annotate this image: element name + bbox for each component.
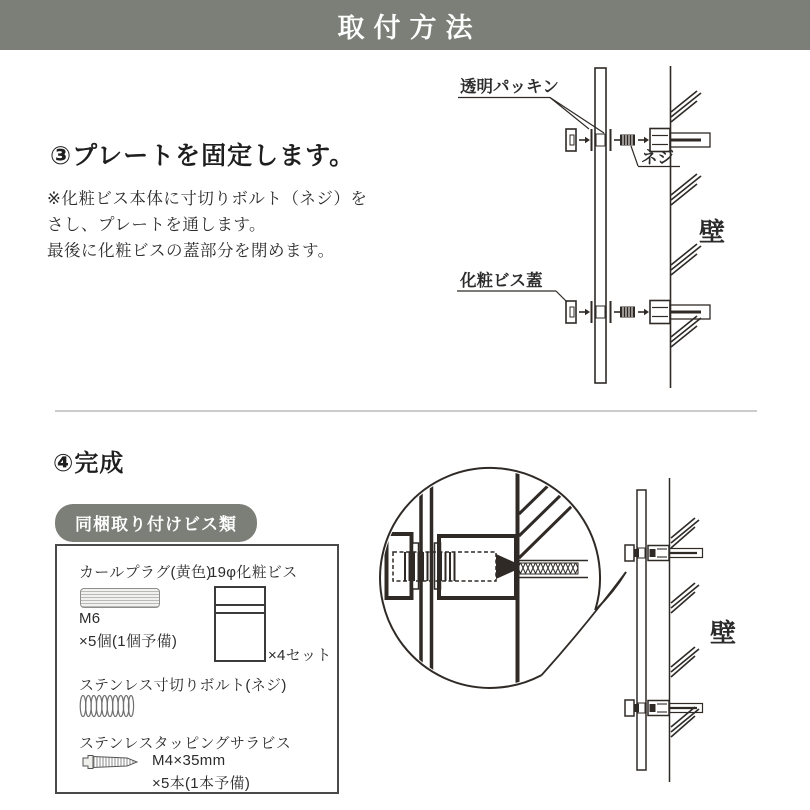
plate	[595, 68, 606, 383]
tapping-screw-icon	[81, 754, 139, 770]
screw-label: ネジ	[641, 149, 674, 167]
screw-shaft-in-wall	[518, 563, 578, 574]
section-divider	[55, 410, 757, 412]
part-name: ステンレス寸切りボルト(ネジ)	[79, 677, 287, 694]
wall-hatch	[671, 647, 699, 677]
packing-label: 透明パッキン	[460, 78, 559, 96]
page-title: 取付方法	[337, 12, 482, 43]
wall-and-plate	[637, 478, 670, 782]
parts-box	[55, 544, 339, 794]
wall-hatch	[671, 244, 701, 275]
wall-hatch	[671, 707, 699, 737]
part-name: ステンレスタッピングサラビス	[79, 735, 292, 752]
part-spec: M6	[79, 610, 101, 627]
included-screws-badge: 同梱取り付けビス類	[55, 504, 257, 542]
bolt-thread	[402, 552, 433, 581]
fastener-assembly-top	[566, 129, 710, 152]
step4-heading: ④完成	[53, 450, 125, 477]
part-qty: ×5本(1本予備)	[152, 775, 251, 792]
detail-callout-balloon	[368, 458, 630, 700]
wall-label-top: 壁	[699, 217, 726, 247]
wall-and-plate	[595, 66, 671, 388]
wall-hatch	[671, 518, 699, 548]
bolt-thread	[439, 552, 456, 581]
wall-hatch	[671, 174, 701, 205]
wall-hatch	[671, 316, 701, 347]
part-name: カールプラグ(黄色)	[79, 564, 212, 581]
header-bar	[0, 0, 810, 50]
step3-body-line1: ※化粧ビス本体に寸切りボルト（ネジ）を	[47, 190, 368, 208]
step3-body-line3: 最後に化粧ビスの蓋部分を閉めます。	[47, 242, 335, 260]
decorative-screw-capline	[216, 604, 264, 614]
decorative-screw-icon	[214, 586, 266, 662]
step3-body-line2: さし、プレートを通します。	[47, 216, 267, 234]
plate	[637, 490, 646, 770]
wall-hatch	[671, 91, 701, 122]
wall-label-bottom: 壁	[710, 618, 737, 648]
part-spec: M4×35mm	[152, 752, 226, 769]
part-qty: ×4セット	[268, 647, 332, 664]
step3-heading: ③プレートを固定します。	[50, 142, 356, 170]
cap-label: 化粧ビス蓋	[460, 272, 543, 290]
part-name: 19φ化粧ビス	[209, 564, 298, 581]
wall-hatch	[671, 583, 699, 613]
step3-body	[47, 186, 367, 264]
part-qty: ×5個(1個予備)	[79, 633, 178, 650]
top-cross-section-diagram	[440, 60, 770, 400]
curl-plug-icon	[80, 588, 160, 608]
fastener-assembly-bottom	[566, 301, 710, 324]
threaded-rod-icon	[78, 694, 136, 718]
finished-side-diagram	[600, 460, 800, 810]
